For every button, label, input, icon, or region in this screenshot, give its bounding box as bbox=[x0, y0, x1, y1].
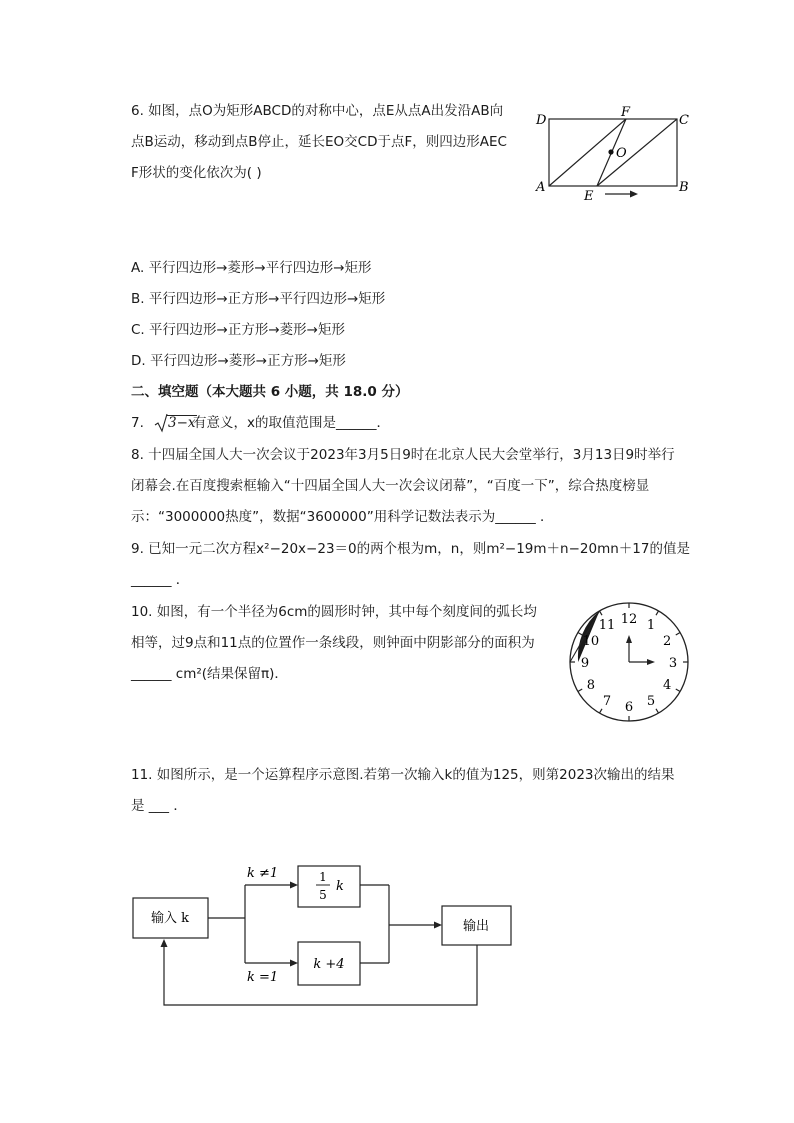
minute-hand-tip bbox=[626, 635, 632, 643]
q6-line2: 点B运动，移动到点B停止，延长EO交CD于点F，则四边形AEC bbox=[131, 134, 507, 150]
label-d: D bbox=[536, 113, 547, 128]
clock-tick bbox=[578, 689, 582, 692]
q6-line1: 6. 如图，点O为矩形ABCD的对称中心，点E从点A出发沿AB向 bbox=[131, 103, 504, 119]
input-label: 输入 k bbox=[150, 911, 190, 926]
clock-number-2: 2 bbox=[662, 634, 672, 649]
flowchart-figure bbox=[125, 855, 545, 1015]
clock-numbers bbox=[581, 612, 677, 715]
radical-sign-icon bbox=[154, 413, 168, 433]
q6-option-c: C. 平行四边形→正方形→菱形→矩形 bbox=[131, 322, 345, 338]
op-top-denominator: 5 bbox=[319, 888, 327, 902]
output-label: 输出 bbox=[462, 919, 490, 934]
output-arrowhead bbox=[434, 922, 442, 929]
q9-line1: 9. 已知一元二次方程x²−20x−23＝0的两个根为m，n，则m²−19m＋n−20mn＋17的值是 bbox=[131, 541, 690, 557]
q6-line3: F形状的变化依次为( ) bbox=[131, 165, 262, 181]
q10-line2: 相等，过9点和11点的位置作一条线段，则钟面中阴影部分的面积为 bbox=[131, 635, 535, 651]
q11-line2: 是 ___ ． bbox=[131, 798, 187, 814]
cond-bottom-label: k =1 bbox=[247, 970, 279, 985]
label-o: O bbox=[616, 146, 627, 161]
q10-line1: 10. 如图，有一个半径为6cm的圆形时钟，其中每个刻度间的弧长均 bbox=[131, 604, 537, 620]
q6-option-d: D. 平行四边形→菱形→正方形→矩形 bbox=[131, 353, 346, 369]
clock-number-6: 6 bbox=[624, 700, 634, 715]
clock-tick bbox=[600, 611, 603, 615]
clock-number-7: 7 bbox=[602, 694, 612, 710]
label-c: C bbox=[679, 113, 689, 128]
q6-rectangle-figure bbox=[525, 102, 705, 202]
clock-number-3: 3 bbox=[668, 656, 678, 671]
motion-arrow-head bbox=[630, 191, 638, 198]
q9-line2: ______ ． bbox=[131, 572, 190, 588]
center-point-o bbox=[608, 149, 613, 154]
section2-title: 二、填空题（本大题共 6 小题，共 18.0 分） bbox=[131, 384, 409, 400]
clock-number-11: 11 bbox=[598, 617, 616, 633]
q7-text: 有意义，x的取值范围是______． bbox=[193, 415, 390, 431]
label-f: F bbox=[621, 105, 631, 120]
q6-option-a: A. 平行四边形→菱形→平行四边形→矩形 bbox=[131, 260, 372, 276]
clock-number-4: 4 bbox=[662, 678, 672, 693]
q11-line1: 11. 如图所示，是一个运算程序示意图.若第一次输入k的值为125，则第2023次输出的结果 bbox=[131, 767, 675, 783]
feedback-arrowhead bbox=[161, 939, 168, 947]
label-a: A bbox=[536, 180, 546, 195]
clock-figure bbox=[564, 597, 694, 727]
q10-line3: ______ cm²(结果保留π)． bbox=[131, 666, 288, 682]
cond-top-label: k ≠1 bbox=[247, 866, 279, 881]
q8-line3: 示：“3000000热度”，数据“3600000”用科学记数法表示为______ ． bbox=[131, 509, 554, 525]
clock-number-9: 9 bbox=[580, 656, 590, 671]
clock-number-5: 5 bbox=[646, 694, 656, 710]
op-bottom-label: k +4 bbox=[313, 957, 345, 972]
q6-option-b: B. 平行四边形→正方形→平行四边形→矩形 bbox=[131, 291, 386, 307]
q7-number: 7. bbox=[131, 415, 144, 431]
label-b: B bbox=[679, 180, 689, 195]
clock-number-8: 8 bbox=[586, 678, 596, 693]
bottom-arrowhead bbox=[290, 960, 298, 967]
clock-tick bbox=[578, 633, 582, 636]
q7-radicand: 3−x bbox=[168, 415, 196, 431]
label-e: E bbox=[584, 189, 594, 202]
op-top-variable: k bbox=[336, 879, 344, 894]
clock-number-1: 1 bbox=[646, 617, 656, 633]
clock-number-12: 12 bbox=[620, 612, 638, 627]
op-top-box bbox=[298, 866, 360, 907]
clock-tick bbox=[656, 611, 659, 615]
op-top-numerator: 1 bbox=[319, 870, 327, 884]
clock-tick bbox=[676, 689, 680, 692]
clock-tick bbox=[600, 709, 603, 713]
q8-line1: 8. 十四届全国人大一次会议于2023年3月5日9时在北京人民大会堂举行，3月13日9时举行 bbox=[131, 447, 675, 463]
segment-af bbox=[549, 119, 626, 186]
q8-line2: 闭幕会.在百度搜索框输入“十四届全国人大一次会议闭幕”，“百度一下”，综合热度榜显 bbox=[131, 478, 650, 494]
clock-number-10: 10 bbox=[582, 634, 600, 649]
clock-tick bbox=[676, 633, 680, 636]
hour-hand-tip bbox=[647, 659, 655, 665]
top-arrowhead bbox=[290, 882, 298, 889]
clock-tick bbox=[656, 709, 659, 713]
